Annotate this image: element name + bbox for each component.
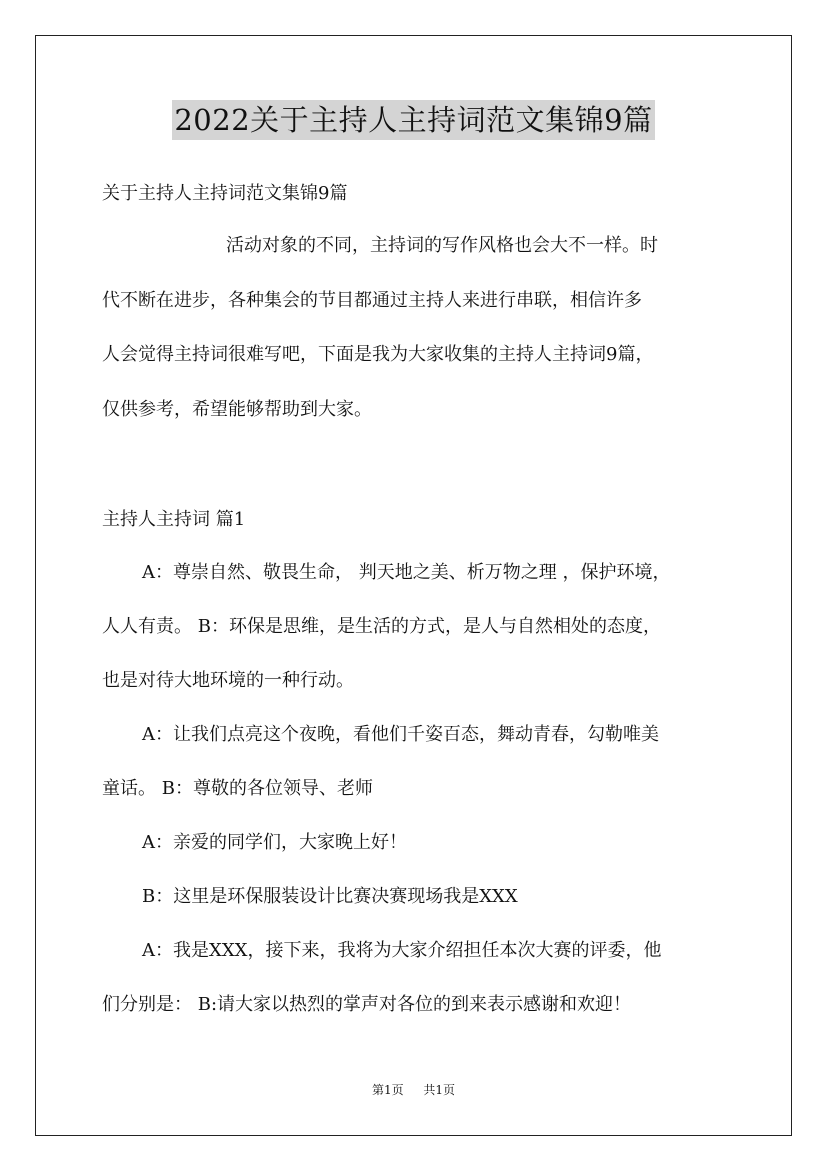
body-line: 也是对待大地环境的一种行动。 [102,670,354,691]
page-number: 第1页 [372,1083,404,1097]
page-footer [0,1082,827,1098]
document-subtitle: 关于主持人主持词范文集锦9篇 [102,183,348,204]
page-total: 共1页 [423,1083,455,1097]
body-line: A：亲爱的同学们，大家晚上好！ [142,832,407,853]
section-heading: 主持人主持词 篇1 [102,509,246,530]
body-line: 童话。 B：尊敬的各位领导、老师 [102,778,373,799]
body-line: A：让我们点亮这个夜晚，看他们千姿百态，舞动青春，勾勒唯美 [142,724,659,745]
body-line: A：尊崇自然、敬畏生命， 判天地之美、析万物之理 ，保护环境， [142,562,671,583]
intro-line: 代不断在进步，各种集会的节目都通过主持人来进行串联，相信许多 [102,290,642,311]
intro-line: 人会觉得主持词很难写吧，下面是我为大家收集的主持人主持词9篇， [102,344,654,365]
title-container [0,100,827,140]
body-line: 人人有责。 B：环保是思维，是生活的方式，是人与自然相处的态度， [102,616,661,637]
intro-line: 仅供参考，希望能够帮助到大家。 [102,399,372,420]
body-line: B：这里是环保服装设计比赛决赛现场我是XXX [142,886,518,907]
intro-line: 活动对象的不同，主持词的写作风格也会大不一样。时 [226,235,658,256]
body-line: 们分别是： B:请大家以热烈的掌声对各位的到来表示感谢和欢迎！ [102,994,632,1015]
document-title: 2022关于主持人主持词范文集锦9篇 [172,100,654,140]
body-line: A：我是XXX，接下来，我将为大家介绍担任本次大赛的评委，他 [142,940,662,961]
